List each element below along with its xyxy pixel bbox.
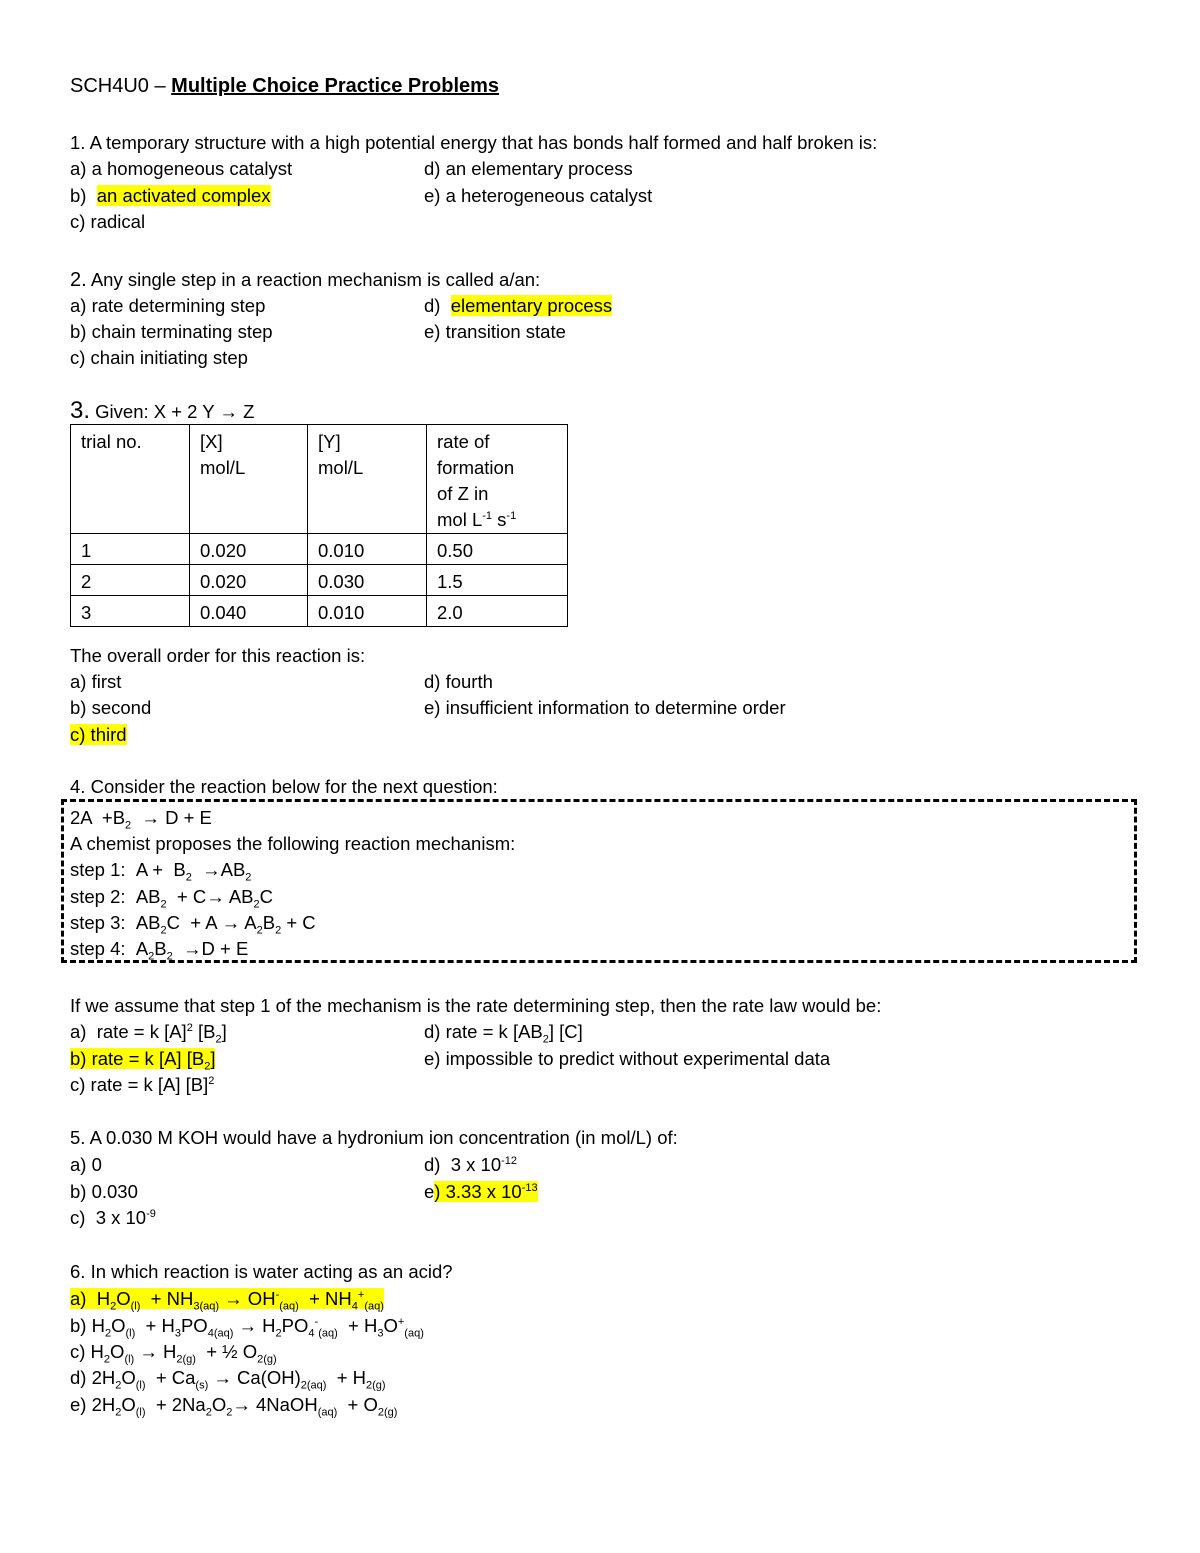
table-cell: 0.020	[190, 534, 308, 565]
course-code: SCH4U0 –	[70, 75, 166, 97]
q1-number: 1.	[70, 132, 86, 153]
q3-option-d: d) fourth	[424, 671, 493, 692]
q2-option-d-letter: d)	[424, 295, 441, 316]
page-title: Multiple Choice Practice Problems	[171, 75, 500, 97]
q3-given: Given: X + 2 Y → Z	[95, 401, 255, 422]
q1-option-b-answer: an activated complex	[96, 185, 271, 206]
q5-option-c: c) 3 x $10^{-9}$	[70, 1207, 156, 1228]
overall-reaction: $2A +B_2 \to D + E$	[70, 807, 212, 832]
table-cell: 0.030	[308, 565, 427, 596]
q5-option-e-answer: ) 3.33 x $10^{-13}$	[434, 1181, 538, 1202]
table-header-cell: trial no.	[71, 425, 190, 534]
q1-option-e: e) a heterogeneous catalyst	[424, 185, 653, 206]
table-cell: 1.5	[427, 565, 568, 596]
q1-option-b-letter: b)	[70, 185, 87, 206]
q5-stem	[70, 1129, 678, 1148]
q3-prompt: The overall order for this reaction is:	[70, 645, 366, 666]
q4-option-e: e) impossible to predict without experimental data	[424, 1048, 831, 1069]
q2-option-b: b) chain terminating step	[70, 321, 273, 342]
rate-data-table	[70, 424, 568, 627]
q5-option-b: b) 0.030	[70, 1181, 138, 1202]
table-header-cell: [X] mol/L	[190, 425, 308, 534]
q1-option-d: d) an elementary process	[424, 158, 633, 179]
q4-number: 4.	[70, 776, 86, 797]
q4-option-a: a) rate = k $[A]^2$ $[B_2]$	[70, 1021, 227, 1046]
q2-number: 2.	[70, 269, 87, 291]
q5-text: A 0.030 M KOH would have a hydronium ion concentration (in mol/L) of:	[89, 1127, 678, 1148]
table-cell: 0.010	[308, 534, 427, 565]
q6-option-b: b) $H_2O_{(l)} + H_3PO_{4(aq)} \to H_2PO_4^-_{(aq)} + H_3O^+_{(aq)}$	[70, 1315, 424, 1340]
q5-option-e: e) 3.33 x $10^{-13}$	[424, 1181, 538, 1202]
q4-text: Consider the reaction below for the next question:	[90, 776, 498, 797]
q2-option-d	[424, 297, 612, 316]
q1-option-b	[70, 187, 271, 206]
q3-option-c	[70, 726, 127, 745]
q5-number: 5.	[70, 1127, 86, 1148]
q6-option-a	[70, 1288, 384, 1313]
q6-text: In which reaction is water acting as an acid?	[90, 1261, 453, 1282]
mechanism-step-4: step 4: $A_2B_2 \to D + E$	[70, 938, 249, 963]
table-cell: 0.010	[308, 596, 427, 627]
q2-option-d-answer: elementary process	[450, 295, 613, 316]
q6-option-c: c) $H_2O_{(l)} \to H_{2(g)}$ + ½ $O_{2(g)}$	[70, 1341, 277, 1366]
table-cell: 2.0	[427, 596, 568, 627]
q1-text: A temporary structure with a high potential energy that has bonds half formed and half broken is:	[89, 132, 878, 153]
q6-option-a-answer: a) $H_2O_{(l)} + NH_{3(aq)} \to OH^-_{(aq)} + NH_4^+_{(aq)}$	[70, 1288, 384, 1313]
q1-stem	[70, 134, 877, 153]
q6-stem	[70, 1263, 453, 1282]
q4-option-b-answer: b) rate = k [A] $[B_2]$	[70, 1048, 216, 1073]
q6-option-e: e) $2H_2O_{(l)} + 2Na_2O_2\to$ 4NaOH$_{(aq)}$ + $O_{2(g)}$	[70, 1394, 398, 1419]
table-cell: 0.020	[190, 565, 308, 596]
table-header-row	[71, 425, 568, 534]
q2-option-c: c) chain initiating step	[70, 347, 248, 368]
mechanism-step-1: step 1: $A + B_2 \to AB_2$	[70, 859, 252, 884]
mechanism-step-3: step 3: $AB_2C + A \to A_2B_2 + C$	[70, 912, 316, 937]
q6-number: 6.	[70, 1261, 86, 1282]
q4-option-d: d) rate = k $[AB_2]$ [C]	[424, 1021, 583, 1046]
q1-option-a: a) a homogeneous catalyst	[70, 158, 293, 179]
table-header-cell: rate of formation of Z in mol $L^{-1}$ $s^{-1}$	[427, 425, 568, 534]
q5-option-a: a) 0	[70, 1154, 102, 1175]
q2-stem	[70, 270, 540, 290]
q3-stem	[70, 399, 254, 423]
q3-option-a: a) first	[70, 671, 122, 692]
page-header	[70, 76, 499, 96]
table-cell: 1	[71, 534, 190, 565]
table-cell: 3	[71, 596, 190, 627]
mechanism-intro: A chemist proposes the following reaction mechanism:	[70, 833, 516, 854]
q4-stem	[70, 778, 498, 797]
table-row	[71, 596, 568, 627]
table-header-cell: [Y] mol/L	[308, 425, 427, 534]
table-row	[71, 534, 568, 565]
q3-option-e: e) insufficient information to determine order	[424, 697, 786, 718]
table-cell: 0.50	[427, 534, 568, 565]
q3-option-c-answer: c) third	[70, 724, 127, 745]
q5-option-d: d) 3 x $10^{-12}$	[424, 1154, 518, 1175]
q2-option-a: a) rate determining step	[70, 295, 266, 316]
q4-option-c: c) rate = k [A] $[B]^2$	[70, 1074, 215, 1095]
q1-option-c: c) radical	[70, 211, 146, 232]
table-row	[71, 565, 568, 596]
mechanism-step-2: step 2: $AB_2 + C\to AB_2C$	[70, 886, 274, 911]
q2-option-e: e) transition state	[424, 321, 566, 342]
q3-number: 3.	[70, 397, 91, 424]
table-cell: 2	[71, 565, 190, 596]
q6-option-d: d) $2H_2O_{(l)} + Ca_{(s)} \to Ca(OH)_{2(aq)} + H_{2(g)}$	[70, 1367, 386, 1392]
q2-text: Any single step in a reaction mechanism is called a/an:	[90, 269, 541, 290]
q4-option-b	[70, 1048, 216, 1073]
q4-prompt: If we assume that step 1 of the mechanism is the rate determining step, then the rate law would be:	[70, 995, 882, 1016]
table-cell: 0.040	[190, 596, 308, 627]
q3-option-b: b) second	[70, 697, 152, 718]
